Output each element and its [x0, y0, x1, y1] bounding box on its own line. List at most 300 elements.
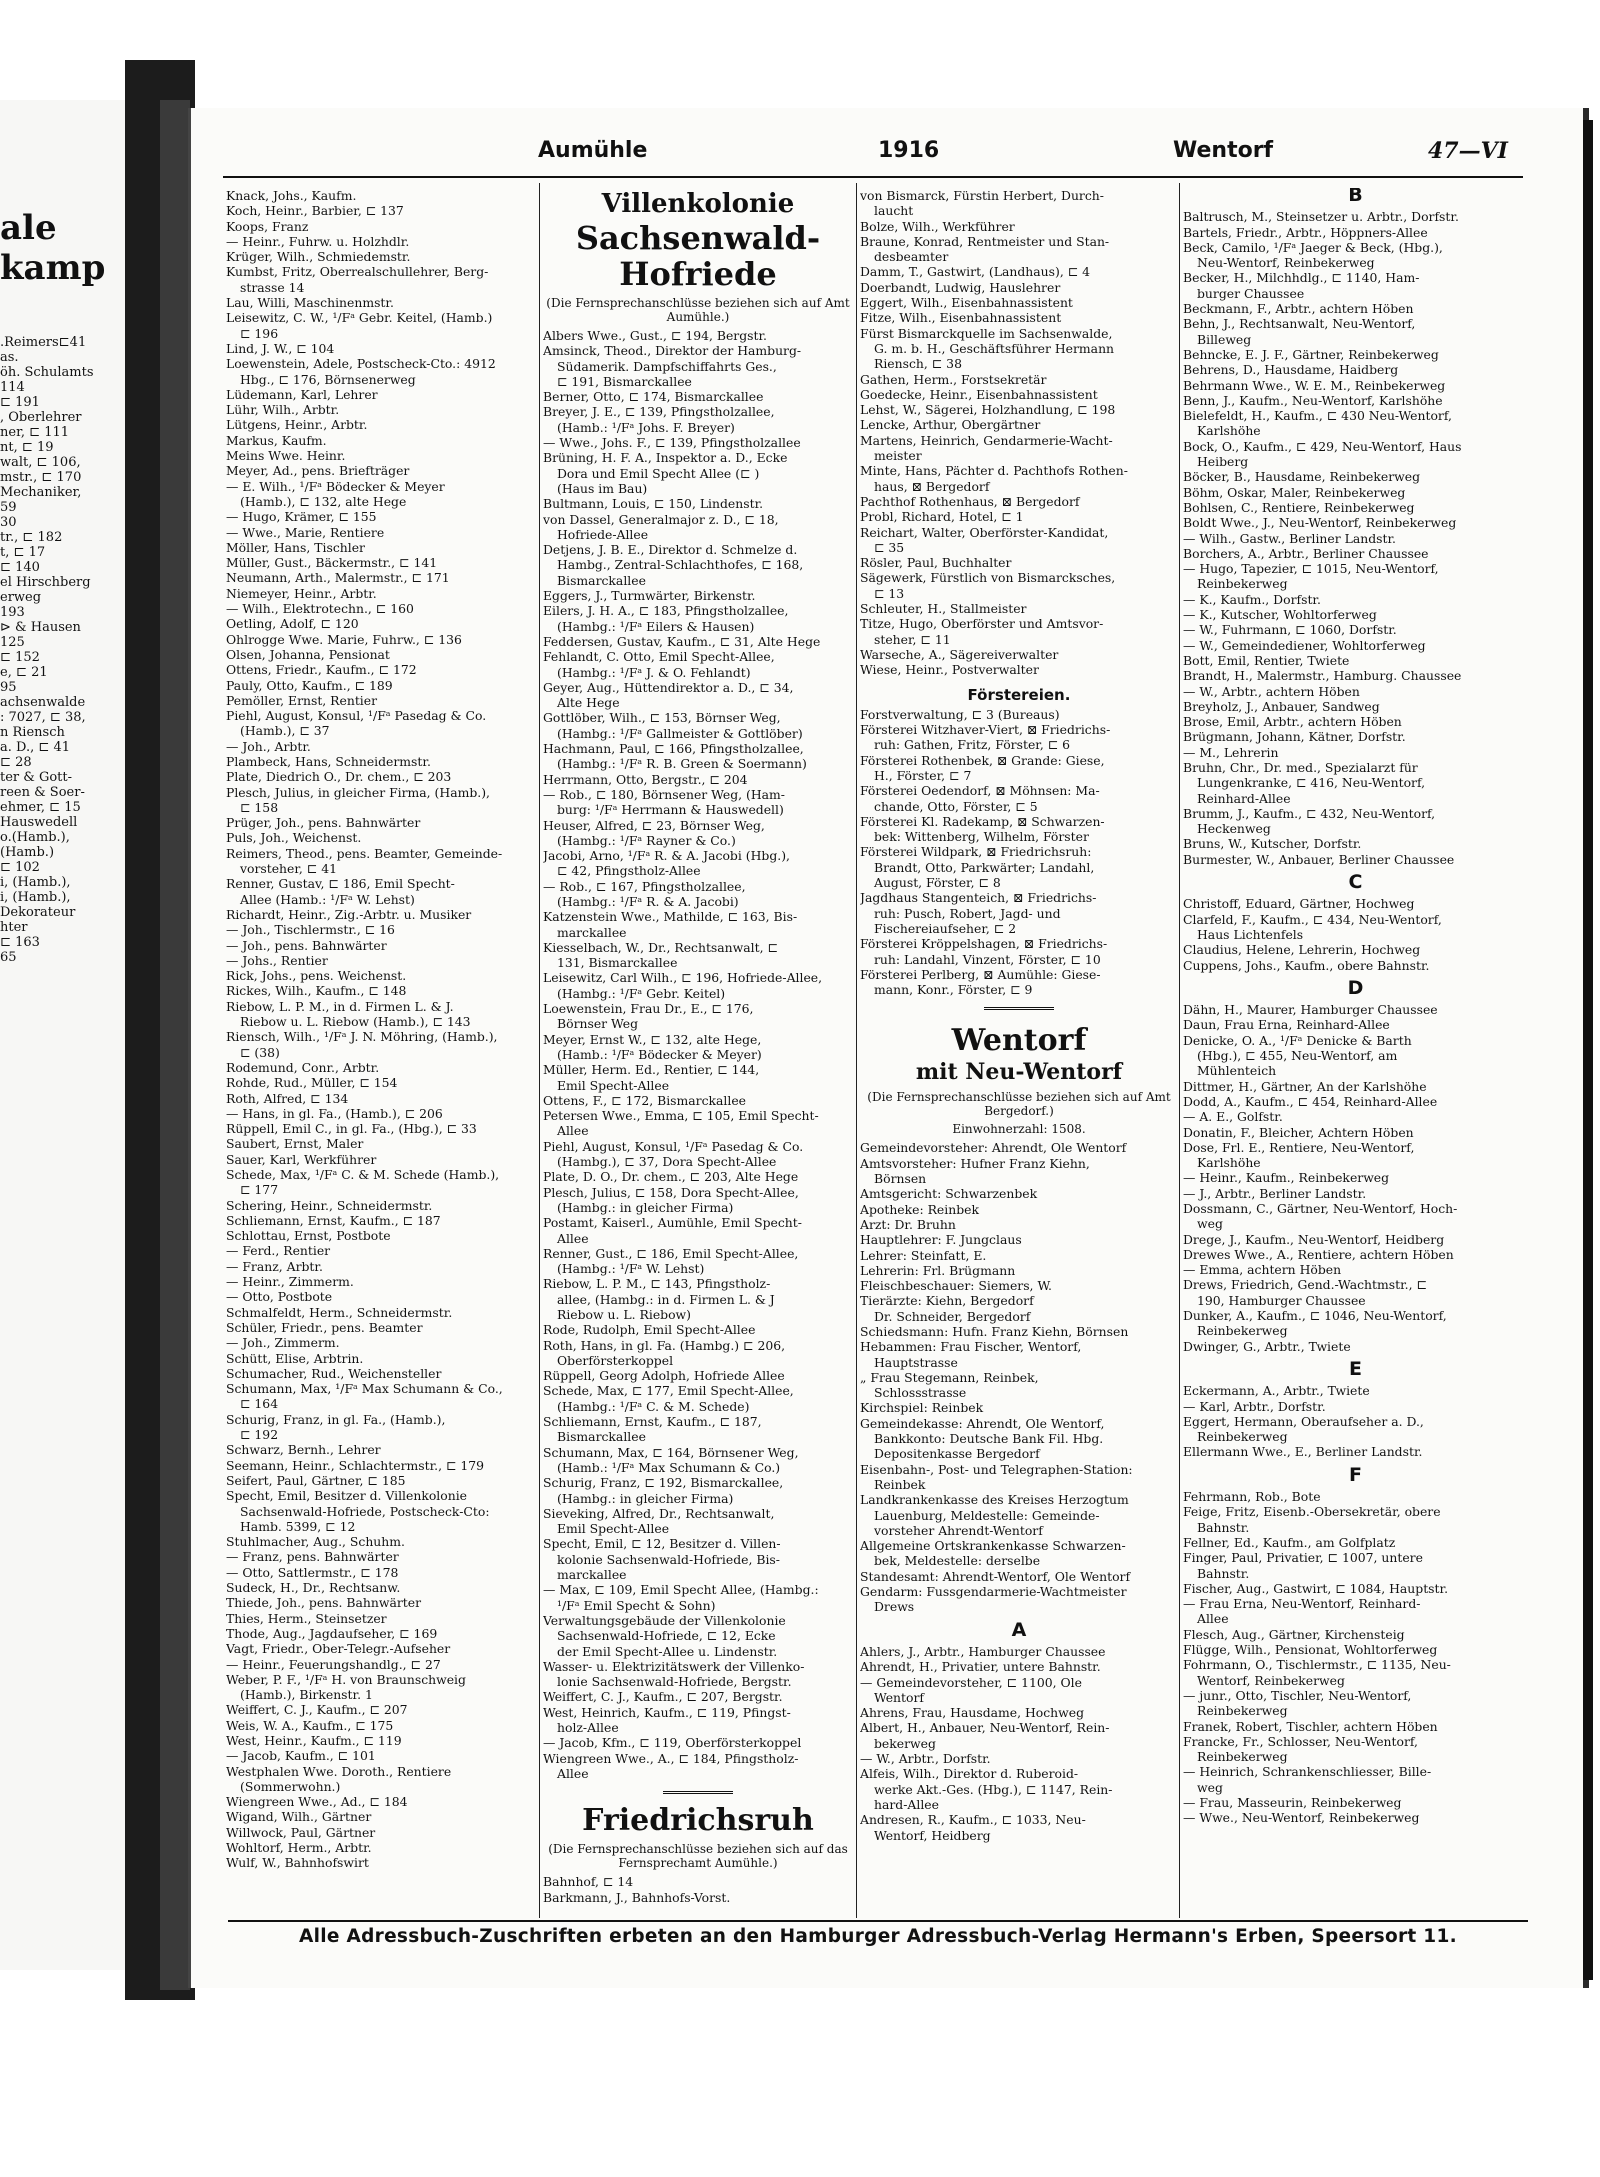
- entry-line: Beck, Camilo, ¹/Fᵃ Jaeger & Beck, (Hbg.),: [1183, 239, 1443, 255]
- entry-line: Riensch, ⊏ 38: [874, 356, 962, 372]
- entry-line: (Hamb.), ⊏ 132, alte Hege: [240, 493, 407, 509]
- entry-line: Allee: [1197, 1611, 1229, 1627]
- entry-line: Seemann, Heinr., Schlachtermstr., ⊏ 179: [226, 1457, 485, 1473]
- entry-line: Landkrankenkasse des Kreises Herzogtum: [860, 1492, 1129, 1508]
- entry-line: ter & Gott-: [0, 770, 73, 785]
- entry-line: Gathen, Herm., Forstsekretär: [860, 371, 1047, 387]
- entry-line: Schede, Max, ⊏ 177, Emil Specht-Allee,: [543, 1383, 794, 1399]
- entry-line: Reichart, Walter, Oberförster-Kandidat,: [860, 524, 1109, 540]
- entry-line: Lühr, Wilh., Arbtr.: [226, 402, 340, 418]
- left-page-lines: [0, 335, 140, 965]
- letter-e-entries: [1183, 1383, 1528, 1459]
- entry-line: Brüning, H. F. A., Inspektor a. D., Ecke: [543, 450, 788, 466]
- entry-line: Behrens, D., Hausdame, Haidberg: [1183, 362, 1399, 378]
- entry-line: ⊏ 42, Pfingstholz-Allee: [557, 863, 701, 879]
- entry-line: ⊏ 13: [874, 585, 905, 601]
- entry-line: Riebow, L. P. M., in d. Firmen L. & J.: [226, 998, 454, 1014]
- entry-line: ⊏ 152: [0, 650, 40, 665]
- entry-line: Müller, Herm. Ed., Rentier, ⊏ 144,: [543, 1062, 760, 1078]
- entry-line: Meyer, Ad., pens. Briefträger: [226, 463, 410, 479]
- entry-line: Hauswedell: [0, 815, 78, 830]
- entry-line: Roth, Alfred, ⊏ 134: [226, 1090, 349, 1106]
- letter-b-entries: [1183, 209, 1528, 867]
- entry-line: Wiese, Heinr., Postverwalter: [860, 662, 1039, 678]
- entry-line: Fehlandt, C. Otto, Emil Specht-Allee,: [543, 649, 775, 665]
- entry-line: Lehrerin: Frl. Brügmann: [860, 1262, 1016, 1278]
- entry-line: Schlossstrasse: [874, 1385, 967, 1401]
- entry-line: Schwarz, Bernh., Lehrer: [226, 1442, 381, 1458]
- entry-line: Eckermann, A., Arbtr., Twiete: [1183, 1383, 1370, 1399]
- entry-line: ⊏ 192: [240, 1427, 279, 1443]
- entry-line: — Karl, Arbtr., Dorfstr.: [1183, 1398, 1326, 1414]
- entry-line: hter: [0, 920, 28, 935]
- entry-line: Jacobi, Arno, ¹/Fᵃ R. & A. Jacobi (Hbg.),: [543, 848, 790, 864]
- entry-line: 190, Hamburger Chaussee: [1197, 1292, 1366, 1308]
- entry-line: Riebow u. L. Riebow): [557, 1307, 691, 1322]
- entry-line: Renner, Gust., ⊏ 186, Emil Specht-Allee,: [543, 1245, 799, 1261]
- entry-line: Beckmann, F., Arbtr., achtern Höben: [1183, 301, 1414, 317]
- directory-page: [188, 108, 1589, 1988]
- entry-line: Rode, Rudolph, Emil Specht-Allee: [543, 1322, 756, 1338]
- entry-line: Kirchspiel: Reinbek: [860, 1400, 984, 1416]
- entry-line: Kumbst, Fritz, Oberrealschullehrer, Berg-: [226, 264, 489, 280]
- entry-line: (Hamb.), Birkenstr. 1: [240, 1687, 373, 1703]
- letter-c-entries: [1183, 896, 1528, 972]
- entry-line: (Hbg.), ⊏ 455, Neu-Wentorf, am: [1197, 1048, 1398, 1064]
- entry-line: Bahnstr.: [1197, 1519, 1250, 1535]
- entry-line: Hambg., Zentral-Schlachthofes, ⊏ 168,: [557, 557, 804, 573]
- entry-line: Apotheke: Reinbek: [860, 1201, 979, 1217]
- entry-line: Plambeck, Hans, Schneidermstr.: [226, 753, 431, 769]
- entry-line: — Gemeindevorsteher, ⊏ 1100, Ole: [860, 1674, 1082, 1690]
- entry-line: Finger, Paul, Privatier, ⊏ 1007, untere: [1183, 1550, 1423, 1566]
- header-rule: [223, 176, 1523, 178]
- entry-line: ⊏ 158: [240, 799, 279, 815]
- entry-line: (Sommerwohn.): [240, 1778, 341, 1794]
- entry-line: Feige, Fritz, Eisenb.-Obersekretär, obere: [1183, 1504, 1441, 1520]
- entry-line: Flügge, Wilh., Pensionat, Wohltorferweg: [1183, 1642, 1438, 1658]
- book-gutter-inner: [160, 100, 190, 1990]
- entry-line: — Otto, Sattlermstr., ⊏ 178: [226, 1564, 399, 1580]
- entry-line: ⊏ 28: [0, 755, 32, 770]
- entry-line: Reimers, Theod., pens. Beamter, Gemeinde-: [226, 845, 503, 861]
- entry-line: Behn, J., Rechtsanwalt, Neu-Wentorf,: [1183, 316, 1416, 332]
- entry-line: Berner, Otto, ⊏ 174, Bismarckallee: [543, 389, 764, 405]
- entry-line: strasse 14: [240, 279, 305, 295]
- entry-line: 193: [0, 605, 25, 620]
- entry-line: burger Chaussee: [1197, 285, 1305, 301]
- entry-line: Schliemann, Ernst, Kaufm., ⊏ 187,: [543, 1414, 762, 1430]
- entry-line: Ahlers, J., Arbtr., Hamburger Chaussee: [860, 1643, 1106, 1659]
- entry-line: Schlottau, Ernst, Postbote: [226, 1228, 391, 1244]
- entry-line: Hofriede-Allee: [557, 526, 649, 542]
- entry-line: Martens, Heinrich, Gendarmerie-Wacht-: [860, 432, 1113, 448]
- entry-line: Schütt, Elise, Arbtrin.: [226, 1350, 364, 1366]
- entry-line: Hachmann, Paul, ⊏ 166, Pfingstholzallee,: [543, 741, 804, 757]
- entry-line: Vagt, Friedr., Ober-Telegr.-Aufseher: [226, 1641, 451, 1657]
- entry-line: Lind, J. W., ⊏ 104: [226, 340, 335, 356]
- entry-line: Riensch, Wilh., ¹/Fᵃ J. N. Möhring, (Hamb.),: [226, 1029, 498, 1045]
- page-header: [228, 138, 1528, 172]
- entry-line: G. m. b. H., Geschäftsführer Hermann: [874, 340, 1115, 356]
- letter-d-entries: [1183, 1002, 1528, 1354]
- entry-line: Reinbek: [874, 1476, 926, 1492]
- entry-line: Bismarckallee: [557, 1429, 646, 1445]
- entry-line: Brose, Emil, Arbtr., achtern Höben: [1183, 714, 1402, 730]
- letter-heading: C: [1348, 871, 1363, 894]
- entry-line: Drews, Friedrich, Gend.-Wachtmstr., ⊏: [1183, 1277, 1427, 1293]
- entry-line: Hbg., ⊏ 176, Börnsenerweg: [240, 371, 416, 387]
- entry-line: Wiengreen Wwe., Ad., ⊏ 184: [226, 1794, 408, 1810]
- entry-line: Sachsenwald-Hofriede, Postscheck-Cto:: [240, 1503, 490, 1519]
- entry-line: Roth, Hans, in gl. Fa. (Hambg.) ⊏ 206,: [543, 1337, 786, 1353]
- entry-line: Becker, H., Milchhdlg., ⊏ 1140, Ham-: [1183, 270, 1420, 286]
- hofriede-title: Hofriede: [619, 255, 777, 293]
- section-note: (Die Fernsprechanschlüsse beziehen sich auf Amt Bergedorf.): [867, 1090, 1171, 1119]
- entry-line: 59: [0, 500, 17, 515]
- entry-line: 30: [0, 515, 17, 530]
- entry-line: Plesch, Julius, ⊏ 158, Dora Specht-Allee,: [543, 1184, 799, 1200]
- entry-line: Billeweg: [1197, 331, 1252, 347]
- entry-line: Wasser- u. Elektrizitätswerk der Villenko-: [543, 1658, 805, 1674]
- entry-line: Sudeck, H., Dr., Rechtsanw.: [226, 1580, 401, 1596]
- entry-line: — Hugo, Tapezier, ⊏ 1015, Neu-Wentorf,: [1183, 561, 1439, 577]
- entry-line: (Hambg.: ¹/Fᵃ Eilers & Hausen): [557, 618, 755, 634]
- entry-line: Neumann, Arth., Malermstr., ⊏ 171: [226, 570, 450, 586]
- entry-line: ⊏ 164: [240, 1396, 279, 1412]
- entry-line: Rüppell, Emil C., in gl. Fa., (Hbg.), ⊏ 33: [226, 1121, 477, 1137]
- entry-line: Fohrmann, O., Tischlermstr., ⊏ 1135, Neu-: [1183, 1657, 1451, 1673]
- entry-line: , Oberlehrer: [0, 410, 82, 425]
- entry-line: Bahnstr.: [1197, 1565, 1250, 1581]
- entry-line: Niemeyer, Heinr., Arbtr.: [226, 585, 377, 601]
- entry-line: H., Förster, ⊏ 7: [874, 767, 972, 783]
- entry-line: Fellner, Ed., Kaufm., am Golfplatz: [1183, 1534, 1396, 1550]
- letter-heading: F: [1349, 1463, 1362, 1486]
- entry-line: Bultmann, Louis, ⊏ 150, Lindenstr.: [543, 496, 764, 512]
- foerstereien-entries: [860, 707, 1178, 998]
- entry-line: Schüler, Friedr., pens. Beamter: [226, 1319, 423, 1335]
- entry-line: — Hugo, Krämer, ⊏ 155: [226, 509, 377, 525]
- entry-line: Möller, Hans, Tischler: [226, 539, 365, 555]
- foerstereien-heading: Förstereien.: [967, 685, 1071, 704]
- entry-line: Alfeis, Wilh., Direktor d. Ruberoid-: [860, 1766, 1079, 1782]
- entry-line: — Ferd., Rentier: [226, 1243, 331, 1259]
- entry-line: Oberförsterkoppel: [557, 1352, 674, 1368]
- entry-line: n Riensch: [0, 725, 65, 740]
- entry-line: bek, Meldestelle: derselbe: [874, 1553, 1041, 1569]
- entry-line: Damm, T., Gastwirt, (Landhaus), ⊏ 4: [860, 264, 1091, 280]
- entry-line: Mechaniker,: [0, 485, 82, 500]
- entry-line: Dora und Emil Specht Allee (⊏ ): [557, 465, 760, 481]
- entry-line: Weis, W. A., Kaufm., ⊏ 175: [226, 1717, 394, 1733]
- entry-line: Saubert, Ernst, Maler: [226, 1136, 364, 1152]
- entry-line: Flesch, Aug., Gärtner, Kirchensteig: [1183, 1626, 1405, 1642]
- entry-line: Plesch, Julius, in gleicher Firma, (Hamb.),: [226, 784, 490, 800]
- entry-line: Bahnhof, ⊏ 14: [543, 1874, 634, 1890]
- entry-line: Gendarm: Fussgendarmerie-Wachtmeister: [860, 1584, 1127, 1600]
- entry-line: Weiffert, C. J., Kaufm., ⊏ 207: [226, 1702, 408, 1718]
- entry-line: Karlshöhe: [1197, 423, 1261, 439]
- entry-line: Schmalfeldt, Herm., Schneidermstr.: [226, 1304, 453, 1320]
- entry-line: — W., Fuhrmann, ⊏ 1060, Dorfstr.: [1183, 622, 1397, 638]
- entry-line: Fürst Bismarckquelle im Sachsenwalde,: [860, 325, 1113, 341]
- entry-line: — Joh., Arbtr.: [226, 738, 311, 754]
- entry-line: (Hambg.: ¹/Fᵃ Gallmeister & Gottlöber): [557, 725, 803, 741]
- entry-line: — W., Arbtr., achtern Höben: [1183, 683, 1360, 699]
- entry-line: Dwinger, G., Arbtr., Twiete: [1183, 1338, 1351, 1354]
- entry-line: Hebammen: Frau Fischer, Wentorf,: [860, 1339, 1082, 1355]
- entry-line: Bock, O., Kaufm., ⊏ 429, Neu-Wentorf, Haus: [1183, 438, 1462, 454]
- entry-line: West, Heinr., Kaufm., ⊏ 119: [226, 1732, 402, 1748]
- entry-line: ⊏ 177: [240, 1182, 279, 1198]
- entry-line: marckallee: [557, 924, 627, 940]
- entry-line: Standesamt: Ahrendt-Wentorf, Ole Wentorf: [860, 1568, 1131, 1584]
- entry-line: Allee: [557, 1230, 589, 1246]
- entry-line: Weber, P. F., ¹/Fᵃ H. von Braunschweig: [226, 1671, 466, 1687]
- entry-line: (Hambg.: ¹/Fᵃ R. & A. Jacobi): [557, 893, 739, 909]
- entry-line: von Bismarck, Fürstin Herbert, Durch-: [860, 188, 1104, 203]
- entry-line: Emil Specht-Allee: [557, 1521, 670, 1537]
- entry-line: Försterei Witzhaver-Viert, ⊠ Friedrichs-: [860, 722, 1111, 738]
- entry-line: Bruns, W., Kutscher, Dorfstr.: [1183, 836, 1362, 852]
- entry-line: Rösler, Paul, Buchhalter: [860, 555, 1012, 571]
- entry-line: Ahrendt, H., Privatier, untere Bahnstr.: [860, 1659, 1101, 1675]
- entry-line: Gottlöber, Wilh., ⊏ 153, Börnser Weg,: [543, 710, 781, 726]
- friedrichsruh-continued-entries: [860, 188, 1178, 678]
- entry-line: Bolze, Wilh., Werkführer: [860, 218, 1015, 234]
- friedrichsruh-title: Friedrichsruh: [582, 1803, 814, 1839]
- entry-line: ⊏ 191, Bismarckallee: [557, 373, 692, 389]
- entry-line: Hauptstrasse: [874, 1354, 958, 1370]
- entry-line: Sägewerk, Fürstlich von Bismarcksches,: [860, 570, 1116, 586]
- entry-line: Dodd, A., Kaufm., ⊏ 454, Reinhard-Allee: [1183, 1093, 1438, 1109]
- entry-line: Schumann, Max, ¹/Fᵃ Max Schumann & Co.,: [226, 1381, 503, 1397]
- entry-line: — Wilh., Gastw., Berliner Landstr.: [1183, 530, 1396, 546]
- entry-line: Försterei Perlberg, ⊠ Aumühle: Giese-: [860, 966, 1101, 982]
- entry-line: Ellermann Wwe., E., Berliner Landstr.: [1183, 1444, 1423, 1460]
- entry-line: Lauenburg, Meldestelle: Gemeinde-: [874, 1507, 1100, 1523]
- column-4: [1183, 188, 1528, 1913]
- entry-line: (Hambg.: ¹/Fᵃ R. B. Green & Soermann): [557, 756, 807, 772]
- entry-line: Reinhard-Allee: [1197, 790, 1291, 806]
- entry-line: (Hamb.): [0, 845, 55, 860]
- hofriede-entries: [543, 328, 853, 1781]
- entry-line: Amsinck, Theod., Direktor der Hamburg-: [543, 343, 802, 359]
- entry-line: vorsteher Ahrendt-Wentorf: [874, 1522, 1043, 1538]
- entry-line: Amtsvorsteher: Hufner Franz Kiehn,: [860, 1155, 1090, 1171]
- entry-line: Alte Hege: [557, 695, 620, 711]
- entry-line: Bott, Emil, Rentier, Twiete: [1183, 652, 1350, 668]
- entry-line: e, ⊏ 21: [0, 665, 48, 680]
- entry-line: — Wwe., Johs. F., ⊏ 139, Pfingstholzallee: [543, 435, 801, 451]
- entry-line: Allee: [557, 1123, 589, 1139]
- entry-line: Rohde, Rud., Müller, ⊏ 154: [226, 1075, 398, 1091]
- entry-line: Franek, Robert, Tischler, achtern Höben: [1183, 1718, 1438, 1734]
- letter-heading: B: [1348, 188, 1363, 206]
- entry-line: Allee: [557, 1765, 589, 1781]
- entry-line: ehmer, ⊏ 15: [0, 800, 81, 815]
- entry-line: Prüger, Joh., pens. Bahnwärter: [226, 815, 421, 831]
- entry-line: weg: [1197, 1216, 1223, 1232]
- entry-line: Specht, Emil, Besitzer d. Villenkolonie: [226, 1488, 467, 1504]
- entry-line: a. D., ⊏ 41: [0, 740, 71, 755]
- entry-line: Postamt, Kaiserl., Aumühle, Emil Specht-: [543, 1215, 802, 1231]
- entry-line: weg: [1197, 1779, 1223, 1795]
- entry-line: erweg: [0, 590, 42, 605]
- entry-line: Wiengreen Wwe., A., ⊏ 184, Pfingstholz-: [543, 1750, 799, 1766]
- entry-line: Lehrer: Steinfatt, E.: [860, 1247, 987, 1263]
- entry-line: 131, Bismarckallee: [557, 955, 678, 971]
- entry-line: Schiedsmann: Hufn. Franz Kiehn, Börnsen: [860, 1324, 1129, 1339]
- column-2: [543, 188, 853, 1913]
- entry-line: (Hamb.: ¹/Fᵃ Max Schumann & Co.): [557, 1459, 781, 1475]
- entry-line: Oetling, Adolf, ⊏ 120: [226, 616, 359, 632]
- entry-line: — Heinr., Zimmerm.: [226, 1274, 354, 1290]
- entry-line: Schumacher, Rud., Weichensteller: [226, 1365, 442, 1381]
- column-divider: [539, 183, 540, 1918]
- entry-line: Cuppens, Johs., Kaufm., obere Bahnstr.: [1183, 957, 1430, 973]
- entry-line: Börnser Weg: [557, 1016, 639, 1032]
- population-count: Einwohnerzahl: 1508.: [952, 1122, 1086, 1137]
- entry-line: 65: [0, 950, 17, 965]
- entry-line: Dunker, A., Kaufm., ⊏ 1046, Neu-Wentorf,: [1183, 1308, 1447, 1324]
- entry-line: Schurig, Franz, in gl. Fa., (Hamb.),: [226, 1411, 446, 1427]
- entry-line: Eggers, J., Turmwärter, Birkenstr.: [543, 588, 756, 604]
- entry-line: Schurig, Franz, ⊏ 192, Bismarckallee,: [543, 1475, 784, 1491]
- entry-line: Schumann, Max, ⊏ 164, Börnsener Weg,: [543, 1444, 799, 1460]
- entry-line: Börnsen: [874, 1171, 927, 1187]
- entry-line: Thiede, Joh., pens. Bahnwärter: [226, 1595, 421, 1611]
- entry-line: (Hambg.: in gleicher Firma): [557, 1199, 734, 1215]
- entry-line: Böhm, Oskar, Maler, Reinbekerweg: [1183, 484, 1406, 500]
- entry-line: Schede, Max, ¹/Fᵃ C. & M. Schede (Hamb.),: [226, 1167, 500, 1182]
- entry-line: Schliemann, Ernst, Kaufm., ⊏ 187: [226, 1212, 441, 1228]
- entry-line: Försterei Kröppelshagen, ⊠ Friedrichs-: [860, 936, 1108, 952]
- entry-line: — Franz, Arbtr.: [226, 1258, 323, 1274]
- entry-line: Riebow u. L. Riebow (Hamb.), ⊏ 143: [240, 1014, 471, 1030]
- entry-line: Geyer, Aug., Hüttendirektor a. D., ⊏ 34,: [543, 679, 794, 695]
- left-page-fragment: [0, 100, 140, 1970]
- entry-line: Borchers, A., Arbtr., Berliner Chaussee: [1183, 545, 1429, 561]
- entry-line: Wentorf: [874, 1689, 924, 1705]
- entry-line: ⊏ 163: [0, 935, 40, 950]
- entry-line: — K., Kutscher, Wohltorferweg: [1183, 607, 1377, 623]
- entry-line: (Hambg.: in gleicher Firma): [557, 1490, 734, 1506]
- entry-line: Lehst, W., Sägerei, Holzhandlung, ⊏ 198: [860, 402, 1116, 418]
- entry-line: Braune, Konrad, Rentmeister und Stan-: [860, 233, 1110, 249]
- entry-line: ner, ⊏ 111: [0, 425, 70, 440]
- entry-line: Dossmann, C., Gärtner, Neu-Wentorf, Hoch-: [1183, 1201, 1458, 1216]
- entry-line: Ottens, F., ⊏ 172, Bismarckallee: [543, 1092, 747, 1108]
- entry-line: (Hambg.), ⊏ 37, Dora Specht-Allee: [557, 1154, 777, 1170]
- entry-line: Gemeindevorsteher: Ahrendt, Ole Wentorf: [860, 1140, 1127, 1156]
- entry-line: Katzenstein Wwe., Mathilde, ⊏ 163, Bis-: [543, 909, 798, 925]
- entry-line: Burmester, W., Anbauer, Berliner Chaussee: [1183, 851, 1455, 867]
- entry-line: Feddersen, Gustav, Kaufm., ⊏ 31, Alte Hege: [543, 633, 821, 649]
- entry-line: Amtsgericht: Schwarzenbek: [860, 1186, 1038, 1202]
- entry-line: Haus Lichtenfels: [1197, 926, 1304, 942]
- entry-line: Försterei Kl. Radekamp, ⊠ Schwarzen-: [860, 813, 1105, 829]
- entry-line: Koops, Franz: [226, 218, 309, 234]
- entry-line: — Rob., ⊏ 167, Pfingstholzallee,: [543, 878, 746, 894]
- entry-line: Krüger, Wilh., Schmiedemstr.: [226, 249, 411, 265]
- entry-line: Detjens, J. B. E., Direktor d. Schmelze d.: [543, 542, 798, 558]
- entry-line: Thode, Aug., Jagdaufseher, ⊏ 169: [226, 1625, 438, 1641]
- entry-line: Herrmann, Otto, Bergstr., ⊏ 204: [543, 771, 748, 787]
- section-note: (Die Fernsprechanschlüsse beziehen sich auf Amt Aumühle.): [546, 296, 850, 324]
- entry-line: — Joh., Zimmerm.: [226, 1335, 340, 1351]
- entry-line: Schering, Heinr., Schneidermstr.: [226, 1197, 433, 1213]
- entry-line: o.(Hamb.),: [0, 830, 70, 845]
- entry-line: kolonie Sachsenwald-Hofriede, Bis-: [557, 1551, 780, 1567]
- entry-line: ruh: Gathen, Fritz, Förster, ⊏ 6: [874, 737, 1071, 753]
- entry-line: allee, (Hambg.: in d. Firmen L. & J: [557, 1291, 775, 1307]
- entry-line: (Hambg.: ¹/Fᵃ Gebr. Keitel): [557, 985, 726, 1001]
- entry-line: Puls, Joh., Weichenst.: [226, 830, 362, 846]
- entry-line: (Hambg.: ¹/Fᵃ W. Lehst): [557, 1261, 705, 1277]
- entry-line: Minte, Hans, Pächter d. Pachthofs Rothen-: [860, 463, 1128, 479]
- entry-line: Tierärzte: Kiehn, Bergedorf: [860, 1293, 1034, 1309]
- entry-line: Claudius, Helene, Lehrerin, Hochweg: [1183, 942, 1421, 958]
- entry-line: Warseche, A., Sägereiverwalter: [860, 646, 1059, 662]
- entry-line: Westphalen Wwe. Doroth., Rentiere: [226, 1763, 452, 1779]
- entry-line: Böcker, B., Hausdame, Reinbekerweg: [1183, 469, 1421, 485]
- entry-line: Barkmann, J., Bahnhofs-Vorst.: [543, 1889, 731, 1905]
- entry-line: — Heinr., Fuhrw. u. Holzhdlr.: [226, 233, 410, 249]
- entry-line: ruh: Pusch, Robert, Jagd- und: [874, 905, 1061, 921]
- letter-heading: E: [1349, 1357, 1362, 1380]
- entry-line: Karlshöhe: [1197, 1155, 1261, 1171]
- entry-line: Andresen, R., Kaufm., ⊏ 1033, Neu-: [860, 1812, 1086, 1828]
- entry-line: steher, ⊏ 11: [874, 631, 951, 647]
- entry-line: — K., Kaufm., Dorfstr.: [1183, 591, 1321, 607]
- entry-line: Eisenbahn-, Post- und Telegraphen-Station:: [860, 1461, 1133, 1477]
- entry-line: Sachsenwald-Hofriede, ⊏ 12, Ecke: [557, 1628, 776, 1644]
- entry-line: Piehl, August, Konsul, ¹/Fᵃ Pasedag & Co.: [226, 708, 487, 724]
- page-footer-notice: Alle Adressbuch-Zuschriften erbeten an den Hamburger Adressbuch-Verlag Hermann's Erben, Speersort 11.: [228, 1920, 1528, 1947]
- entry-line: Goedecke, Heinr., Eisenbahnassistent: [860, 386, 1098, 402]
- entry-line: Knack, Johs., Kaufm.: [226, 188, 357, 203]
- entry-line: Breyholz, J., Anbauer, Sandweg: [1183, 698, 1380, 714]
- entry-line: Richardt, Heinr., Zig.-Arbtr. u. Musiker: [226, 906, 472, 922]
- entry-line: Bankkonto: Deutsche Bank Fil. Hbg.: [874, 1431, 1104, 1447]
- entry-line: Wentorf, Heidberg: [874, 1827, 991, 1843]
- entry-line: Weiffert, C. J., Kaufm., ⊏ 207, Bergstr.: [543, 1689, 783, 1705]
- entry-line: Wentorf, Reinbekerweg: [1197, 1672, 1345, 1688]
- entry-line: Boldt Wwe., J., Neu-Wentorf, Reinbekerweg: [1183, 515, 1457, 531]
- entry-line: — Johs., Rentier: [226, 952, 328, 968]
- entry-line: Dittmer, H., Gärtner, An der Karlshöhe: [1183, 1078, 1427, 1094]
- entry-line: (Hamb.: ¹/Fᵃ Johs. F. Breyer): [557, 419, 735, 435]
- entry-line: Neu-Wentorf, Reinbekerweg: [1197, 255, 1375, 271]
- entry-line: Bartels, Friedr., Arbtr., Höppners-Allee: [1183, 224, 1428, 240]
- entry-line: Ahrens, Frau, Hausdame, Hochweg: [860, 1705, 1085, 1721]
- entry-line: Francke, Fr., Schlosser, Neu-Wentorf,: [1183, 1733, 1418, 1749]
- wentorf-subtitle: mit Neu-Wentorf: [915, 1059, 1123, 1086]
- entry-line: Hamb. 5399, ⊏ 12: [240, 1518, 356, 1534]
- entry-line: West, Heinrich, Kaufm., ⊏ 119, Pfingst-: [543, 1704, 791, 1720]
- entry-line: t, ⊏ 17: [0, 545, 46, 560]
- sachsenwald-title: Sachsenwald-: [575, 219, 821, 257]
- entry-line: — Heinrich, Schrankenschliesser, Bille-: [1183, 1764, 1432, 1780]
- entry-line: Gemeindekasse: Ahrendt, Ole Wentorf,: [860, 1415, 1105, 1431]
- entry-line: el Hirschberg: [0, 575, 91, 590]
- entry-line: Reinbekerweg: [1197, 1703, 1288, 1719]
- entry-line: Clarfeld, F., Kaufm., ⊏ 434, Neu-Wentorf,: [1183, 911, 1442, 927]
- entry-line: ⊏ 102: [0, 860, 40, 875]
- entry-line: Südamerik. Dampfschiffahrts Ges.,: [557, 358, 777, 374]
